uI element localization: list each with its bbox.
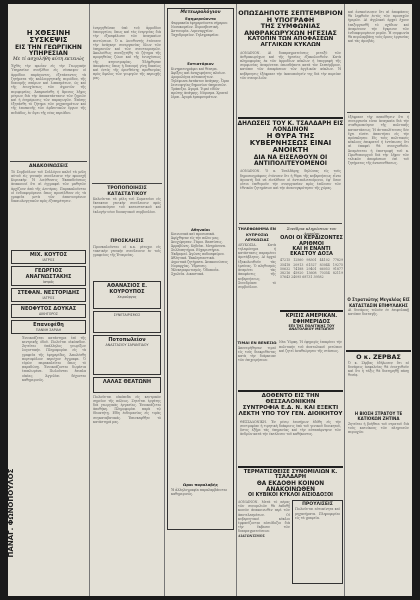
ad-box	[93, 377, 161, 393]
info-item: Αθηναίοι	[190, 226, 210, 232]
ad-subtitle: ΙΑΤΡΟΣ	[42, 295, 55, 300]
ad-box	[11, 266, 86, 286]
ad-box	[11, 304, 86, 318]
headline-2: ΕΙΣ ΤΗΝ ΓΕΩΡΓΙΚΗΝ ΥΠΗΡΕΣΙΑΝ	[15, 43, 82, 57]
ad-title: ΝΕΟΦΥΤΟΣ ΔΟΥΚΑΣ	[20, 305, 77, 312]
crisis-headline: ΚΡΙΣΙΣ ΑΜΕΡΙΚΑΝ. ΕΦΗΜΕΡΙΔΟΣ	[285, 313, 338, 325]
side-headline: Η ΒΙΟΣΗ ΣΤΡΑΤΟΥ ΤΕ ΚΑΤΙΟΚΩΝ ΖΗΤΙΝΑ	[354, 410, 403, 422]
article-continuation: ἐνεργηθεῖσαν ὑπὸ τοῦ ἁρμοδίου ὑπουργείου, ὅπως καὶ τὰς ἐνεργείας διὰ τὴν ἐξασφάλισιν τῶν ἀναγκαίων πιστώσεων. Ὁ κ. Διευθυντὴς ἐτόνισεν τὴν ἀνάγκην συνεργασίας ὅλων τῶν ὑπηρεσιῶν καὶ τῶν συνεταιρισμῶν. Ἀκολούθως συνεζητήθη τὸ ζήτημα τῆς προμηθείας ζώων καὶ τῆς ἐνισχύσεως τῆς κτηνοτροφίας. Ἐλήφθησαν ἀποφάσεις ὅπως ἡ διανομὴ γίνῃ δικαίως καὶ ἐντὸς τῆς ὁρισθείσης προθεσμίας πρὸς ὄφελος τῶν γεωργῶν τῆς περιοχῆς μας.	[93, 26, 161, 81]
lottery-headline: ΚΑΙ Η ΕΝΑΝΤΙ ΕΚΑΣΤΟΥ ΔΟΞΑ	[290, 245, 333, 258]
bottom-headline: ΟΙ ΚΥΒΙΚΟΙ ΚΥΚΛΟΙ ΑΙΣΙΟΔΟΞΟΙ	[248, 492, 333, 498]
ad-box	[11, 250, 86, 264]
article-body: ΘΕΣΣΑΛΟΝΙΚΗ. Ἐν μέσῳ ἐπισήμων ἐδόθη εἰς τὴν συντροφίαν ἡ τιμητικὴ διάκρισις ὑπὸ τοῦ γενικοῦ διοικητοῦ, ὅστις ἐξῆρε τὰς ὑπηρεσίας καὶ τὴν αὐταπάρνησιν τῶν ἀνδρῶν κατὰ τὴν ἐκτέλεσιν τοῦ καθήκοντος.	[240, 419, 341, 437]
decoration-headline: ΣΥΝΤΡΟΦΙΑ Ε.Δ. Ν. ΚΑΙ ΕΞΕΚΤΙ	[242, 405, 339, 412]
secondary-headline: ΔΗΛΩΣΕΙΣ ΤΟΥ Κ. ΤΣΑΛΔΑΡΗ ΕΙΣ ΛΟΝΔΙΝΟΝ	[237, 120, 344, 133]
ad-subtitle: ΙΑΤΡΟΣ	[42, 257, 55, 262]
side-headline: Ο Στρατιώτης Μεγαλέας ΕΙΣ ΚΑΤΑΣΤΑΣΙΝ ΕΠΙΦΥΛΑΚΗΣ	[347, 297, 410, 308]
newspaper-page	[8, 4, 412, 596]
column-4: ΟΠΩΣΔΗΠΟΤΕ ΣΕΠΤΕΜΒΡΙΟΝ Η ΥΠΟΓΡΑΦΗ ΤΗΣ ΣΥΜΦΩΝΙΑΣ ΑΝΘΡΑΚΩΡΥΧΩΝ ΗΓΕΣΙΑΣ ΚΑΤΟΠΙΝ ΤΩΝ ΑΠΟΦΑΣΕΩΝ ΑΓΓΛΙΚΩΝ ΚΥΚΛΩΝ ΛΟΝΔΙΝΟΝ. Αἱ διαπραγματεύσεις μεταξὺ τῶν ἀνθρακωρύχων καὶ τῆς ἡγεσίας ἐξακολουθοῦν. Κατὰ πληροφορίας ἐκ τῶν ἁρμοδίων κύκλων ἡ ὑπογραφὴ τῆς συμφωνίας ἀναμένεται ὁπωσδήποτε κατὰ τὸν Σεπτέμβριον, κατόπιν τῶν ἀποφάσεων τῶν ἀγγλικῶν κύκλων. Ἡ κυβέρνησις ἐξέφρασε τὴν ἱκανοποίησίν της διὰ τὴν πορείαν τῶν συνομιλιῶν. ΔΗΛΩΣΕΙΣ ΤΟΥ Κ. ΤΣΑΛΔΑΡΗ ΕΙΣ ΛΟΝΔΙΝΟΝ Η ΘΥΡΑ ΤΗΣ ΚΥΒΕΡΝΗΣΕΩΣ ΕΙΝΑΙ ΑΝΟΙΚΤΗ ΔΙΑ ΝΑ ΕΙΣΕΛΘΟΥΝ ΟΙ ΑΝΤΙΠΟΛΙΤΕΥΟΜΕΝΟΙ ΛΟΝΔΙΝΟΝ. Ὁ κ. Τσαλδάρης δηλώσας εἰς τοὺς δημοσιογράφους ἐτόνισεν ὅτι ἡ θύρα τῆς κυβερνήσεως εἶναι ἀνοικτὴ διὰ νὰ εἰσέλθουν οἱ ἀντιπολιτευόμενοι, ἐφ' ὅσον οὗτοι ἐπιθυμοῦν τὴν συνεργασίαν πρὸς ἐπίλυσιν τῶν ἐθνικῶν ζητημάτων καὶ τὴν ἀνασυγκρότησιν τῆς χώρας. ΤΗΛΕΦΩΝΗΜΑ ΕΝ ΚΥΠΡΟΣΙΩ ΛΕΥΚΩΣΙΑΣ ΛΕΥΚΩΣΙΑ. Κατὰ τηλεφώνημα ἡ κατάστασις παραμένει ἀμετάβλητος. Αἱ ἀρχαὶ ἐξακολουθοῦν τὰς ἐρεύνας. Ὁ πληθυσμὸς ἀναμένει τὰς ἀποφάσεις τῆς κυβερνήσεως. Συνεδρίασε τὸ συμβούλιον. Συνέδρια κληρώσεων του Λαχείου ΟΛΟΙ ΟΙ ΚΕΡΔΙΖΟΝΤΕΣ ΑΡΙΘΜΟΙ ΚΑΙ Η ΕΝΑΝΤΙ ΕΚΑΣΤΟΥ ΔΟΞΑ 47215 12560 98301 44102 77829 35418 20913 61527 83044 19275 50632 74188 29401 66053 91877 38216 45920 13608 70354 82119 57643 24095 68731 39582 ΚΡΙΣΙΣ ΑΜΕΡΙΚΑΝ. ΕΦΗΜΕΡΙΔΟΣ ΕΠΙ ΤΗΣ ΠΟΛΙΤΙΚΗΣ ΤΟΥ ΑΝΑΤΟΛΙΚΟΥ ΜΕΤΩΠΟΥ ΤΙΜΑΙ ΕΝ ΒΕΝΕΣΙΩ Ἀπενεμήθησαν τιμαὶ εἰς τοὺς διακριθέντας κατὰ τὴν διάρκειαν τῶν ἐπιχειρήσεων. Νέα Ὑόρκη. Ἡ ἐφημερὶς ἐπικρίνει τὴν πολιτικὴν τοῦ ἀνατολικοῦ μετώπου καὶ ζητεῖ ἀναθεώρησιν τῆς στάσεως. ΔΟΘΕΝΤΟ ΕΙΣ ΤΗΝ ΘΕΣΣΑΛΟΝΙΚΗΝ ΣΥΝΤΡΟΦΙΑ Ε.Δ. Ν. ΚΑΙ ΕΞΕΚΤΙ ΛΕΚΤΗ ΥΠΟ ΤΟΥ ΓΕΝ. ΔΙΟΙΚΗΤΟΥ ΘΕΣΣΑΛΟΝΙΚΗ. Ἐν μέσῳ ἐπισήμων ἐδόθη εἰς τὴν συντροφίαν ἡ τιμητικὴ διάκρισις ὑπὸ τοῦ γενικοῦ διοικητοῦ, ὅστις ἐξῆρε τὰς ὑπηρεσίας καὶ τὴν αὐταπάρνησιν τῶν ἀνδρῶν κατὰ τὴν ἐκτέλεσιν τοῦ καθήκοντος. ΤΕΡΜΑΤΙΣΘΕΙΣΕ ΣΥΝΟΜΙΛΙΩΝ Κ. ΤΣΑΛΔΑΡΗ ΘΑ ΕΚΔΟΘΗ ΚΟΙΝΟΝ ΑΝΑΚΟΙΝΩΘΕΝ ΟΙ ΚΥΒΙΚΟΙ ΚΥΚΛΟΙ ΑΙΣΙΟΔΟΞΟΙ ΛΟΝΔΙΝΟΝ. Μετὰ τὸ πέρας τῶν συνομιλιῶν θὰ ἐκδοθῇ κοινὸν ἀνακοινωθὲν περὶ τῶν ἀποτελεσμάτων. Οἱ κυβερνητικοὶ κύκλοι ἐμφανίζονται αἰσιόδοξοι διὰ τὴν ἔκβασιν τῶν διαπραγματεύσεων. ΔΙΑΓΩΝΙΣΜΟΣ ΠΡΟΥΛΙΣΕΙΣ Πωλοῦνται αὐτοκίνητα καὶ μηχανήματα. Πληροφορίαι εἰς τὰ γραφεῖα.	[237, 4, 344, 596]
split-section: ΤΗΛΕΦΩΝΗΜΑ ΕΝ ΚΥΠΡΟΣΙΩ ΛΕΥΚΩΣΙΑΣ ΛΕΥΚΩΣΙΑ. Κατὰ τηλεφώνημα ἡ κατάστασις παραμένει ἀμετάβλητος. Αἱ ἀρχαὶ ἐξακολουθοῦν τὰς ἐρεύνας. Ὁ πληθυσμὸς ἀναμένει τὰς ἀποφάσεις τῆς κυβερνήσεως. Συνεδρίασε τὸ συμβούλιον. Συνέδρια κληρώσεων του Λαχείου ΟΛΟΙ ΟΙ ΚΕΡΔΙΖΟΝΤΕΣ ΑΡΙΘΜΟΙ ΚΑΙ Η ΕΝΑΝΤΙ ΕΚΑΣΤΟΥ ΔΟΞΑ 47215 12560 98301 44102 77829 35418 20913 61527 83044 19275 50632 74188 29401 66053 91877 38216 45920 13608 70354 82119 57643 24095 68731 39582 ΚΡΙΣΙΣ ΑΜΕΡΙΚΑΝ. ΕΦΗΜΕΡΙΔΟΣ ΕΠΙ ΤΗΣ ΠΟΛΙΤΙΚΗΣ ΤΟΥ ΑΝΑΤΟΛΙΚΟΥ ΜΕΤΩΠΟΥ	[238, 226, 343, 332]
info-item: Εφημερεύοντα	[185, 15, 216, 21]
bottom-headline: ΘΑ ΕΚΔΟΘΗ ΚΟΙΝΟΝ ΑΝΑΚΟΙΝΩΘΕΝ	[256, 480, 325, 493]
ad-title: ΑΘΑΝΑΣΙΟΣ Ε. ΚΟΥΡΟΥΠΟΣ	[106, 282, 148, 295]
ad-subtitle: ΓΙΑΝΝΗ ΣΑΡΙΔΗ	[35, 327, 62, 332]
main-headline: ΚΑΤΟΠΙΝ ΤΩΝ ΑΠΟΦΑΣΕΩΝ ΑΓΓΛΙΚΩΝ ΚΥΚΛΩΝ	[247, 35, 334, 48]
section-title: ΤΡΟΠΟΠΟΙΗΣΙΣ ΚΑΤΑΣΤΑΤΙΚΟΥ	[107, 186, 147, 197]
lottery-sub: Συνέδρια κληρώσεων του Λαχείου	[286, 226, 337, 237]
column-1	[8, 4, 89, 596]
article-body: ΛΟΝΔΙΝΟΝ. Αἱ διαπραγματεύσεις μεταξὺ τῶν ἀνθρακωρύχων καὶ τῆς ἡγεσίας ἐξακολουθοῦν. Κατὰ πληροφορίας ἐκ τῶν ἁρμοδίων κύκλων ἡ ὑπογραφὴ τῆς συμφωνίας ἀναμένεται ὁπωσδήποτε κατὰ τὸν Σεπτέμβριον, κατόπιν τῶν ἀποφάσεων τῶν ἀγγλικῶν κύκλων. Ἡ κυβέρνησις ἐξέφρασε τὴν ἱκανοποίησίν της διὰ τὴν πορείαν τῶν συνομιλιῶν.	[240, 50, 341, 80]
classifieds-body: Πωλοῦνται οἰκόπεδα εἰς κεντρικὸν σημεῖον τῆς πόλεως. Ζητεῖται ἐργάτης διὰ γεωργικὰς ἐργασίας. Ἐνοικιάζεται ἀποθήκη. Πληροφορίαι παρὰ τῷ ἰδιοκτήτῃ. Εἴδη ἐνδυμασίας εἰς τιμὰς συγκαταβατικάς. Ἐπισκεφθῆτε τὸ κατάστημά μας.	[93, 394, 161, 424]
decoration-headline: ΔΟΘΕΝΤΟ ΕΙΣ ΤΗΝ ΘΕΣΣΑΛΟΝΙΚΗΝ	[261, 393, 320, 406]
crisis-subheadline: ΕΠΙ ΤΗΣ ΠΟΛΙΤΙΚΗΣ ΤΟΥ ΑΝΑΤΟΛΙΚΟΥ ΜΕΤΩΠΟΥ	[288, 323, 335, 332]
info-item: Εστιατόριον	[187, 61, 214, 66]
ad-title: ΣΤΕΦΑΝ. ΝΕΣΤΟΡΙΔΗΣ	[17, 289, 80, 296]
info-box: Μετεωρολόγιον Εφημερεύοντα Φαρμακεῖα ἐφημερεύοντα σήμερον. Νοσοκομεῖον. Πυροσβεστική. Ἀστυνομία. Λιμεναρχεῖον. Ταχυδρομεῖον. Τηλεγραφεῖον. Εστιατόριον Κινηματογράφοι καὶ θέατρα. Ἀφίξεις καὶ ἀναχωρήσεις πλοίων. Δρομολόγια αὐτοκινήτων. Τηλέφωνα ἐκτάκτου ἀνάγκης. Ὧραι λειτουργίας δημοσίων ὑπηρεσιῶν. Τράπεζαι. Ἀγορά. Τιμαὶ εἰδῶν πρώτης ἀνάγκης. Νόμισμα. Χρυσαῖ λίραι. Ἀγορὰ ἐμπορευμάτων. Αθηναίοι Κοινωνικὰ καὶ προσωπικά. Ἀφίχθησαν εἰς τὴν πόλιν μας. Ἀνεχώρησαν. Γάμοι. Βαπτίσεις. Ἀρραβῶνες. Κηδεῖαι. Μνημόσυνα. Συλλυπητήρια. Εὐχαριστήρια. Ἐκδρομαί. Ἀγῶνες ποδοσφαίρου. Ἀθλητικά. Ἐκκλησιαστικά. Δημοτικὰ ζητήματα. Ἀνακοινώσεις Νομαρχίας. Ὑδρευσις. Ἠλεκτροφωτισμός. Ὁδοποιΐα. Σχολεῖα. Δικαστικά. Ωραι παραλαβής Ἡ ἀλληλογραφία παραλαμβάνεται καθημερινῶς.	[167, 8, 234, 530]
ad-box	[93, 281, 161, 309]
main-headline: ΟΠΩΣΔΗΠΟΤΕ ΣΕΠΤΕΜΒΡΙΟΝ Η ΥΠΟΓΡΑΦΗ	[238, 9, 343, 24]
ad-title: Επανεφέθη	[33, 321, 64, 328]
ad-title: Ποτοπωλείον	[108, 336, 146, 343]
article-body: Ἐχθὲς τὴν πρωΐαν εἰς τὴν Γεωργικὴν Ὑπηρεσίαν συνῆλθον εἰς σύσκεψιν οἱ ἁρμόδιοι παράγοντες, ἐξετάσαντες τὰ ζητήματα τῆς καλλιεργητικῆς περιόδου, τῆς διανομῆς σπόρων καὶ λιπασμάτων, ὡς καὶ τῆς ἐνισχύσεως τῶν ἀγροτῶν τῆς περιφερείας. Ἀπεφασίσθη ἡ ἄμεσος λῆψις μέτρων διὰ τὴν ἀποκατάστασιν τῶν ζημιῶν καὶ ἡ ἐνημέρωσις τῶν παραγωγῶν. Ἐπίσης ἐξητάσθη τὸ ζήτημα τῶν μηχανημάτων καὶ τῆς ἐπισκευῆς τῶν ἀρδευτικῶν ἔργων τῆς πεδιάδος, ἐν ὄψει τῆς νέας περιόδου.	[11, 64, 86, 115]
section-body: Καλοῦνται τὰ μέλη τοῦ Σωματείου εἰς ἔκτακτον γενικὴν συνέλευσιν πρὸς τροποποίησιν τοῦ καταστατικοῦ καὶ ἐκλογὴν νέου διοικητικοῦ συμβουλίου.	[93, 197, 161, 214]
ad-title: ΓΕΩΡΓΙΟΣ ΑΝΑΓΝΩΣΤΑΚΗΣ	[25, 267, 72, 280]
invitation-body: Προσκαλοῦνται οἱ κ.κ. μέτοχοι εἰς τακτικὴν γενικὴν συνέλευσιν ἐν τοῖς γραφείοις τῆς Ἑταιρείας.	[93, 244, 161, 257]
honors-title: ΤΙΜΑΙ ΕΝ ΒΕΝΕΣΙΩ	[237, 340, 277, 346]
announcements-title: ΑΝΑΚΟΙΝΩΣΕΙΣ	[28, 164, 68, 170]
main-headline: ΤΗΣ ΣΥΜΦΩΝΙΑΣ ΑΝΘΡΑΚΩΡΥΧΩΝ ΗΓΕΣΙΑΣ	[244, 22, 337, 38]
ad-title: ΜΙΧ. ΚΟΥΤΟΣ	[29, 251, 68, 258]
secondary-headline: ΔΙΑ ΝΑ ΕΙΣΕΛΘΟΥΝ ΟΙ ΑΝΤΙΠΟΛΙΤΕΥΟΜΕΝΟΙ	[253, 153, 328, 168]
bottom-headline: ΤΕΡΜΑΤΙΣΘΕΙΣΕ ΣΥΝΟΜΙΛΙΩΝ Κ. ΤΣΑΛΔΑΡΗ	[243, 468, 338, 481]
subheadline: Με τί ασχολήθη αύτη εκτενώς	[12, 57, 85, 63]
decoration-headline: ΛΕΚΤΗ ΥΠΟ ΤΟΥ ΓΕΝ. ΔΙΟΙΚΗΤΟΥ	[238, 410, 343, 417]
telephone-title: ΤΗΛΕΦΩΝΗΜΑ ΕΝ ΚΥΠΡΟΣΙΩ ΛΕΥΚΩΣΙΑΣ	[238, 226, 276, 243]
ad-box	[11, 288, 86, 302]
ad-box	[11, 320, 86, 334]
article-body: ΛΟΝΔΙΝΟΝ. Ὁ κ. Τσαλδάρης δηλώσας εἰς τοὺς δημοσιογράφους ἐτόνισεν ὅτι ἡ θύρα τῆς κυβερνήσεως εἶναι ἀνοικτὴ διὰ νὰ εἰσέλθουν οἱ ἀντιπολιτευόμενοι, ἐφ' ὅσον οὗτοι ἐπιθυμοῦν τὴν συνεργασίαν πρὸς ἐπίλυσιν τῶν ἐθνικῶν ζητημάτων καὶ τὴν ἀνασυγκρότησιν τῆς χώρας.	[240, 169, 341, 191]
headline-1: Η ΧΘΕΣΙΝΗ ΣΥΣΚΕΨΙΣ	[26, 29, 71, 45]
ad-subtitle: Χειρούργος	[117, 294, 137, 299]
ad-title: ΛΑΛΑΣ ΘΕΑΤΩΝΗ	[102, 378, 152, 385]
column-5: καὶ ἀνεκοίνωσεν ὅτι αἱ ἀποφάσεις θὰ ληφθοῦν ἐντὸς τῶν προσεχῶν ἡμερῶν. Αἱ ἀγγλικαὶ ἀρχαὶ ἔχουν ἐπεξεργασθῆ τὸ σχέδιον καὶ ἀναμένουν τὴν ἔγκρισιν τῶν ἐνδιαφερομένων μερῶν. Ἡ συμφωνία θὰ περιλαμβάνῃ τοὺς ὅρους ἐργασίας καὶ τὰς ἀμοιβάς. ἐξέφρασε τὴν πεποίθησιν ὅτι ἡ συνεργασία εἶναι ἀναγκαία διὰ τὴν σταθεροποίησιν τῆς πολιτικῆς καταστάσεως. Ἡ ἀντιπολίτευσις δὲν ἔχει εἰσέτι ἀπαντήσει εἰς τὴν πρόσκλησιν. Εἰς τοὺς πολιτικοὺς κύκλους ἐπικρατεῖ ἡ ἐντύπωσις ὅτι αἱ ἐπαφαὶ θὰ συνεχισθοῦν. Ἀναμένεται ἡ ἐπιστροφὴ τοῦ κ. Πρωθυπουργοῦ διὰ τὴν λῆψιν τῶν τελικῶν ἀποφάσεων ἐπὶ τοῦ ζητήματος τῆς ἀνασυνθέσεως. Ο Στρατιώτης Μεγαλέας ΕΙΣ ΚΑΤΑΣΤΑΣΙΝ ΕΠΙΦΥΛΑΚΗΣ Αἱ δυνάμεις τελοῦν ἐν ἐπιφυλακῇ κατόπιν διαταγῆς. Ο κ. ΖΕΡΒΑΣ Ὁ κ. Ζέρβας ἐδήλωσεν ὅτι αἱ δυνάμεις ἀσφαλείας θὰ ἐνισχυθοῦν καὶ ὅτι ἡ τάξις θὰ διατηρηθῇ πάσῃ θυσίᾳ. Η ΒΙΟΣΗ ΣΤΡΑΤΟΥ ΤΕ ΚΑΤΙΟΚΩΝ ΖΗΤΙΝΑ Ζητεῖται ἡ βοήθεια τοῦ στρατοῦ διὰ τοὺς κατοίκους τῶν πληγεισῶν περιοχῶν.	[345, 4, 412, 596]
invitation-title: ΠΡΟΣΚΛΗΣΙΣ	[110, 239, 144, 244]
classifieds-body: Ἐνοικιάζεται κατάστημα ἐπὶ τῆς κεντρικῆς ὁδοῦ. Πωλεῖται οἰκόπεδον. Ζητεῖται ὑπάλληλος γνωρίζων λογιστικήν. Πληροφορίαι εἰς τὰ γραφεῖα τῆς ἐφημερίδος. Ἀπωλέσθη πορτοφόλιον περιέχον ἔγγραφα. Ὁ εὑρὼν παρακαλεῖται ὅπως τὸ παραδώσῃ. Ἐνοικιάζονται δωμάτια ἐπιπλωμένα. Πωλοῦνται ἔπιπλα οἰκίας. Ἀγγελίαι δέχονται καθημερινῶς.	[22, 335, 86, 382]
box-title: ΠΡΟΥΛΙΣΕΙΣ	[302, 501, 333, 507]
ad-subtitle: ΑΝΑΣΤΑΣΙΟΥ ΣΑΡΑΝΤΙΔΟΥ	[105, 342, 149, 347]
zervas-headline: Ο κ. ΖΕΡΒΑΣ	[356, 353, 401, 361]
secondary-headline: Η ΘΥΡΑ ΤΗΣ ΚΥΒΕΡΝΗΣΕΩΣ ΕΙΝΑΙ ΑΝΟΙΚΤΗ	[249, 131, 332, 155]
weather-title: Μετεωρολόγιον	[180, 10, 221, 15]
article-continuation: καὶ ἀνεκοίνωσεν ὅτι αἱ ἀποφάσεις θὰ ληφθοῦν ἐντὸς τῶν προσεχῶν ἡμερῶν. Αἱ ἀγγλικαὶ ἀρχαὶ ἔχουν ἐπεξεργασθῆ τὸ σχέδιον καὶ ἀναμένουν τὴν ἔγκρισιν τῶν ἐνδιαφερομένων μερῶν. Ἡ συμφωνία θὰ περιλαμβάνῃ τοὺς ὅρους ἐργασίας καὶ τὰς ἀμοιβάς.	[348, 10, 409, 44]
lottery-numbers: 47215 12560 98301 44102 77829 35418 20913 61527 83044 19275 50632 74188 29401 66053 91877 38216 45920 13608 70354 82119 57643 24095 68731 39582	[280, 258, 343, 280]
announcement-box: ΠΡΟΥΛΙΣΕΙΣ Πωλοῦνται αὐτοκίνητα καὶ μηχανήματα. Πληροφορίαι εἰς τὰ γραφεῖα.	[292, 500, 343, 584]
info-item: Ωραι παραλαβής	[183, 482, 218, 487]
contest-label: ΔΙΑΓΩΝΙΣΜΟΣ	[238, 533, 265, 538]
lottery-headline: ΟΛΟΙ ΟΙ ΚΕΡΔΙΖΟΝΤΕΣ ΑΡΙΘΜΟΙ	[280, 235, 343, 247]
ad-box	[93, 335, 161, 375]
ad-subtitle: ΔΙΚΗΓΟΡΟΣ	[39, 311, 58, 316]
column-3	[165, 4, 236, 596]
announcements-body: Τὸ Συμβούλιον τοῦ Συλλόγου καλεῖ τὰ μέλη αὐτοῦ εἰς γενικὴν συνέλευσιν τὴν προσεχῆ Κυριακήν. Ἡ Διεύθυνσις Ἐκπαιδεύσεως ἀνακοινοῖ ὅτι αἱ ἐγγραφαὶ τῶν μαθητῶν ἀρχίζουν ἀπὸ τῆς Δευτέρας. Παρακαλοῦνται οἱ ἐνδιαφερόμενοι ὅπως προσέλθουν εἰς τὰ γραφεῖα μετὰ τῶν ἀπαιτουμένων δικαιολογητικῶν πρὸς ἐξυπηρέτησιν.	[11, 169, 86, 204]
vertical-name: ΠΑΝΑΓ. ΦΩΝΟΠΟΥΛΟΣ	[7, 468, 15, 558]
ad-subtitle: Ιατρός	[42, 279, 55, 284]
article-continuation: ἐξέφρασε τὴν πεποίθησιν ὅτι ἡ συνεργασία εἶναι ἀναγκαία διὰ τὴν σταθεροποίησιν τῆς πολιτικῆς καταστάσεως. Ἡ ἀντιπολίτευσις δὲν ἔχει εἰσέτι ἀπαντήσει εἰς τὴν πρόσκλησιν. Εἰς τοὺς πολιτικοὺς κύκλους ἐπικρατεῖ ἡ ἐντύπωσις ὅτι αἱ ἐπαφαὶ θὰ συνεχισθοῦν. Ἀναμένεται ἡ ἐπιστροφὴ τοῦ κ. Πρωθυπουργοῦ διὰ τὴν λῆψιν τῶν τελικῶν ἀποφάσεων ἐπὶ τοῦ ζητήματος τῆς ἀνασυνθέσεως.	[348, 115, 409, 166]
column-2	[90, 4, 164, 596]
ad-box: ΣΥΝΕΤΑΙΡΙΣΜΟΣ	[93, 311, 161, 333]
